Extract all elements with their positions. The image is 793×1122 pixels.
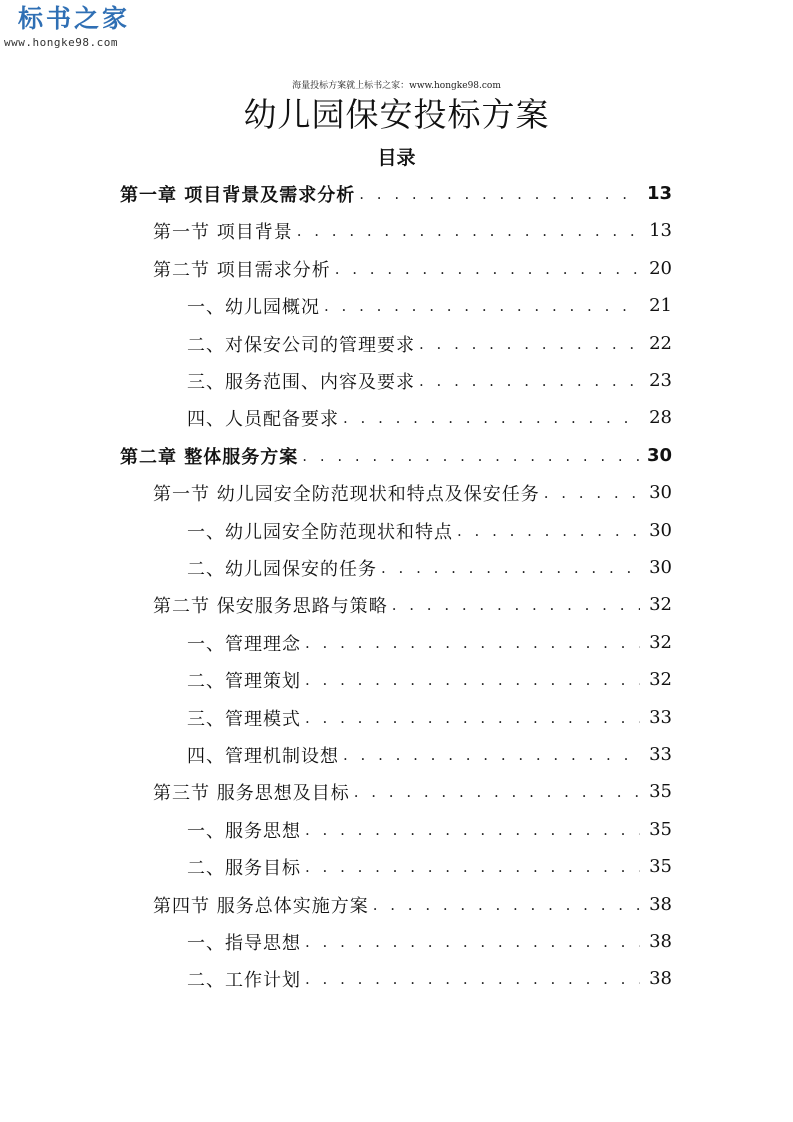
toc-entry-page-number: 35: [649, 856, 672, 877]
toc-entry-page-number: 22: [649, 333, 672, 354]
toc-entry[interactable]: [187, 960, 672, 997]
toc-entry-page-number: 30: [649, 557, 672, 578]
toc-entry[interactable]: [187, 287, 672, 324]
toc-entry-page-number: 35: [649, 781, 672, 802]
toc-entry-page-number: 30: [646, 445, 672, 466]
toc-entry[interactable]: [153, 212, 672, 249]
toc-heading: 目录: [377, 147, 416, 169]
toc-dot-leader: [381, 559, 640, 577]
toc-dot-leader: [419, 335, 640, 353]
toc-dot-leader: [302, 447, 640, 465]
toc-dot-leader: [354, 783, 640, 801]
toc-entry[interactable]: [153, 474, 672, 511]
toc-dot-leader: [305, 671, 640, 689]
toc-entry-label: 第一章 项目背景及需求分析: [120, 184, 356, 206]
toc-entry-page-number: 35: [649, 819, 672, 840]
toc-entry-label: 四、管理机制设想: [187, 745, 339, 767]
toc-entry[interactable]: [187, 811, 672, 848]
toc-entry-page-number: 38: [649, 931, 672, 952]
toc-dot-leader: [343, 746, 640, 764]
toc-entry-label: 第四节 服务总体实施方案: [153, 895, 369, 917]
toc-entry[interactable]: [187, 325, 672, 362]
toc-dot-leader: [419, 372, 640, 390]
toc-dot-leader: [305, 634, 640, 652]
toc-entry-label: 第一节 项目背景: [153, 221, 293, 243]
toc-entry-label: 一、幼儿园概况: [187, 296, 320, 318]
toc-entry-label: 第一节 幼儿园安全防范现状和特点及保安任务: [153, 483, 540, 505]
toc-entry-label: 一、管理理念: [187, 633, 301, 655]
toc-dot-leader: [305, 933, 640, 951]
toc-entry-page-number: 30: [649, 482, 672, 503]
toc-dot-leader: [305, 970, 640, 988]
toc-entry-page-number: 33: [649, 707, 672, 728]
toc-entry-label: 二、管理策划: [187, 670, 301, 692]
toc-entry[interactable]: [187, 736, 672, 773]
toc-entry-page-number: 21: [649, 295, 672, 316]
toc-dot-leader: [457, 522, 640, 540]
toc-entry-label: 二、服务目标: [187, 857, 301, 879]
toc-entry-page-number: 32: [649, 632, 672, 653]
toc-entry-label: 第二节 保安服务思路与策略: [153, 595, 388, 617]
toc-entry-label: 四、人员配备要求: [187, 408, 339, 430]
toc-entry[interactable]: [187, 362, 672, 399]
toc-entry[interactable]: [187, 661, 672, 698]
header-note: 海量投标方案就上标书之家：www.hongke98.com: [292, 81, 501, 91]
toc-dot-leader: [305, 709, 640, 727]
toc-entry-label: 三、管理模式: [187, 708, 301, 730]
toc-entry-page-number: 32: [649, 669, 672, 690]
toc-entry[interactable]: [187, 699, 672, 736]
toc-entry-label: 第二节 项目需求分析: [153, 259, 331, 281]
toc-entry-page-number: 38: [649, 894, 672, 915]
logo-url: www.hongke98.com: [4, 36, 118, 49]
toc-entry-label: 第二章 整体服务方案: [120, 446, 299, 468]
toc-entry[interactable]: [187, 549, 672, 586]
toc-entry[interactable]: [153, 773, 672, 810]
toc-entry-label: 一、指导思想: [187, 932, 301, 954]
toc-entry-page-number: 30: [649, 520, 672, 541]
toc-entry-page-number: 33: [649, 744, 672, 765]
toc-entry[interactable]: [153, 586, 672, 623]
toc-entry-page-number: 13: [649, 220, 672, 241]
toc-entry[interactable]: [153, 250, 672, 287]
toc-dot-leader: [324, 297, 640, 315]
toc-entry[interactable]: [153, 886, 672, 923]
toc-entry[interactable]: [187, 399, 672, 436]
toc-dot-leader: [305, 858, 640, 876]
toc-entry[interactable]: [187, 923, 672, 960]
toc-entry[interactable]: [187, 848, 672, 885]
toc-entry-page-number: 20: [649, 258, 672, 279]
toc-dot-leader: [544, 484, 640, 502]
toc-entry-label: 二、幼儿园保安的任务: [187, 558, 377, 580]
toc-entry-page-number: 13: [646, 183, 672, 204]
toc-entry[interactable]: [187, 512, 672, 549]
toc-dot-leader: [335, 260, 640, 278]
toc-entry[interactable]: [120, 175, 672, 212]
toc-entry-page-number: 38: [649, 968, 672, 989]
document-title: 幼儿园保安投标方案: [243, 95, 550, 134]
toc-entry-page-number: 23: [649, 370, 672, 391]
toc-entry-label: 一、幼儿园安全防范现状和特点: [187, 521, 453, 543]
toc-entry[interactable]: [120, 437, 672, 474]
toc-entry-label: 二、工作计划: [187, 969, 301, 991]
toc-dot-leader: [297, 222, 640, 240]
toc-dot-leader: [359, 185, 640, 203]
logo-title: 标书之家: [18, 4, 131, 33]
toc-entry[interactable]: [187, 624, 672, 661]
toc-entry-label: 一、服务思想: [187, 820, 301, 842]
logo: [4, 2, 164, 50]
toc-entry-page-number: 32: [649, 594, 672, 615]
toc-entry-label: 三、服务范围、内容及要求: [187, 371, 415, 393]
toc-entry-page-number: 28: [649, 407, 672, 428]
toc-dot-leader: [343, 409, 640, 427]
toc-entry-label: 第三节 服务思想及目标: [153, 782, 350, 804]
toc-dot-leader: [305, 821, 640, 839]
toc-dot-leader: [392, 596, 640, 614]
toc-dot-leader: [373, 896, 640, 914]
toc-entry-label: 二、对保安公司的管理要求: [187, 334, 415, 356]
